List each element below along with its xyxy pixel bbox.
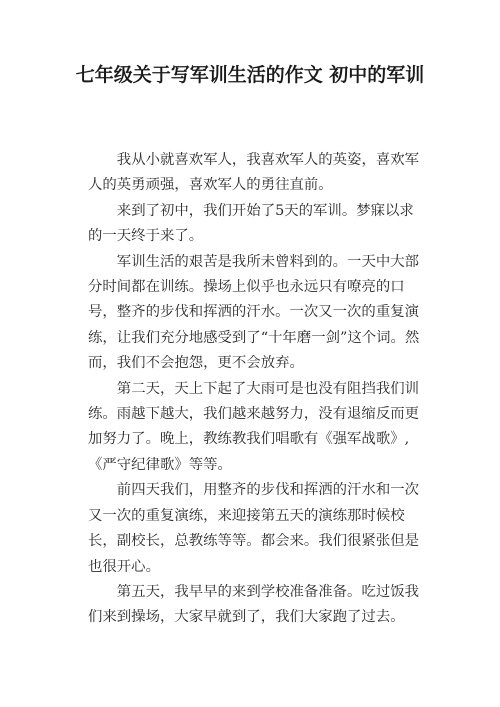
document-body xyxy=(88,148,428,631)
paragraph: 第二天，天上下起了大雨可是也没有阻挡我们训练。雨越下越大，我们越来越努力，没有退缩反而更加努力了。晚上，教练教我们唱歌有《强军战歌》,《严守纪律歌》等等。 xyxy=(88,380,420,473)
paragraph: 来到了初中，我们开始了5天的军训。梦寐以求的一天终于来了。 xyxy=(88,202,414,245)
paragraph: 第五天，我早早的来到学校准备准备。吃过饭我们来到操场，大家早就到了，我们大家跑了过去。 xyxy=(88,583,420,626)
paragraph: 我从小就喜欢军人，我喜欢军人的英姿，喜欢军人的英勇顽强，喜欢军人的勇往直前。 xyxy=(88,152,420,194)
document-title: 七年级关于写军训生活的作文 初中的军训 xyxy=(75,64,425,86)
paragraph: 军训生活的艰苦是我所未曾料到的。一天中大部分时间都在训练。操场上似乎也永远只有嘹亮的口号，整齐的步伐和挥洒的汗水。一次又一次的重复演练，让我们充分地感受到了“十年磨一剑”这个词。然而，我们不会抱怨，更不会放弃。 xyxy=(88,253,420,372)
paragraph: 前四天我们，用整齐的步伐和挥洒的汗水和一次又一次的重复演练，来迎接第五天的演练那时候校长，副校长，总教练等等。都会来。我们很紧张但是也很开心。 xyxy=(88,482,420,575)
